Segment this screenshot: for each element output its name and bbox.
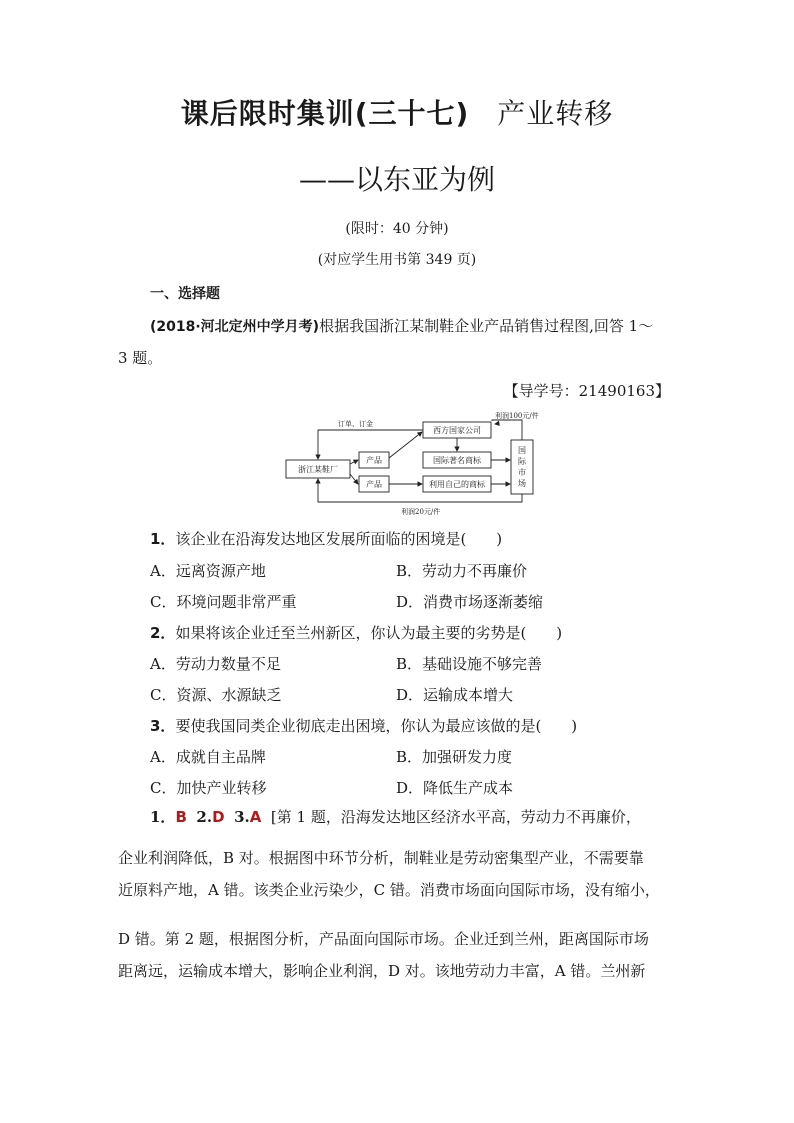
question-3-stem: 要使我国同类企业彻底走出困境，你认为最应该做的是( ) xyxy=(175,717,578,735)
answer-1-key: B xyxy=(175,808,187,826)
label-profit-low: 利润20元/件 xyxy=(401,508,441,516)
answer-line-1 xyxy=(150,802,710,832)
q1-option-b: B．劳动力不再廉价 xyxy=(396,562,528,580)
label-product-bottom: 产品 xyxy=(366,480,382,489)
question-3-number: 3． xyxy=(150,717,176,735)
title-sub: 产业转移 xyxy=(497,97,614,130)
q1-option-c: C．环境问题非常严重 xyxy=(150,593,297,611)
label-market-4: 场 xyxy=(518,479,526,488)
question-2 xyxy=(150,622,562,643)
q2-option-d: D．运输成本增大 xyxy=(396,686,514,704)
q3-option-c: C．加快产业转移 xyxy=(150,779,267,797)
question-intro xyxy=(150,315,653,336)
question-1-number: 1． xyxy=(150,530,176,548)
label-own-brand: 利用自己的商标 xyxy=(429,480,485,489)
answer-3-number: 3. xyxy=(234,808,250,826)
question-2-number: 2． xyxy=(150,624,176,642)
question-1 xyxy=(150,528,502,549)
question-2-stem: 如果将该企业迁至兰州新区，你认为最主要的劣势是( ) xyxy=(175,624,563,642)
q2-option-c: C．资源、水源缺乏 xyxy=(150,686,282,704)
question-1-stem: 该企业在沿海发达地区发展所面临的困境是( ) xyxy=(175,530,503,548)
q2-option-a: A．劳动力数量不足 xyxy=(150,655,281,673)
page-title xyxy=(0,92,794,132)
label-intl-brand: 国际著名商标 xyxy=(433,456,481,465)
answer-2-key: D xyxy=(212,808,225,826)
label-factory: 浙江某鞋厂 xyxy=(298,465,338,474)
title-main: 课后限时集训(三十七) xyxy=(180,97,470,130)
q3-option-a: A．成就自主品牌 xyxy=(150,748,266,766)
answer-line-4: D 错。第 2 题，根据图分析，产品面向国际市场。企业迁到兰州，距离国际市场 xyxy=(118,930,649,948)
q1-option-a: A．远离资源产地 xyxy=(150,562,266,580)
intro-text-1: 根据我国浙江某制鞋企业产品销售过程图,回答 1～ xyxy=(319,317,654,335)
answer-2-number: 2. xyxy=(196,808,213,826)
answer-line-5: 距离远，运输成本增大，影响企业利润，D 对。该地劳动力丰富，A 错。兰州新 xyxy=(118,962,646,980)
label-western-company: 西方国家公司 xyxy=(433,426,481,435)
label-market-2: 际 xyxy=(518,457,526,466)
label-profit-high: 利润100元/件 xyxy=(495,412,539,420)
book-reference: (对应学生用书第 349 页) xyxy=(317,252,477,268)
answer-line-2: 企业利润降低，B 对。根据图中环节分析，制鞋业是劳动密集型产业，不需要靠 xyxy=(118,849,644,867)
title-line2: ——以东亚为例 xyxy=(298,163,495,196)
question-source: (2018·河北定州中学月考) xyxy=(150,319,320,335)
q3-option-d: D．降低生产成本 xyxy=(396,779,514,797)
time-limit: (限时：40 分钟) xyxy=(345,221,449,237)
answer-line-3: 近原料产地，A 错。该类企业污染少，C 错。消费市场面向国际市场，没有缩小， xyxy=(118,881,660,899)
label-market-3: 市 xyxy=(518,468,526,477)
q3-option-b: B．加强研发力度 xyxy=(396,748,513,766)
answer-1-number: 1． xyxy=(150,808,176,826)
label-market-1: 国 xyxy=(518,446,526,455)
q2-option-b: B．基础设施不够完善 xyxy=(396,655,543,673)
question-3 xyxy=(150,715,577,736)
sales-flow-diagram xyxy=(283,410,553,520)
guide-number: 【导学号：21490163】 xyxy=(503,382,670,400)
label-product-top: 产品 xyxy=(366,456,382,465)
label-orders: 订单、订金 xyxy=(338,420,373,428)
intro-text-2: 3 题。 xyxy=(118,349,163,367)
q1-option-d: D．消费市场逐渐萎缩 xyxy=(396,593,544,611)
answer-line-1-text: [第 1 题，沿海发达地区经济水平高，劳动力不再廉价， xyxy=(270,808,641,826)
answer-3-key: A xyxy=(249,808,262,826)
section-heading: 一、选择题 xyxy=(150,286,220,302)
